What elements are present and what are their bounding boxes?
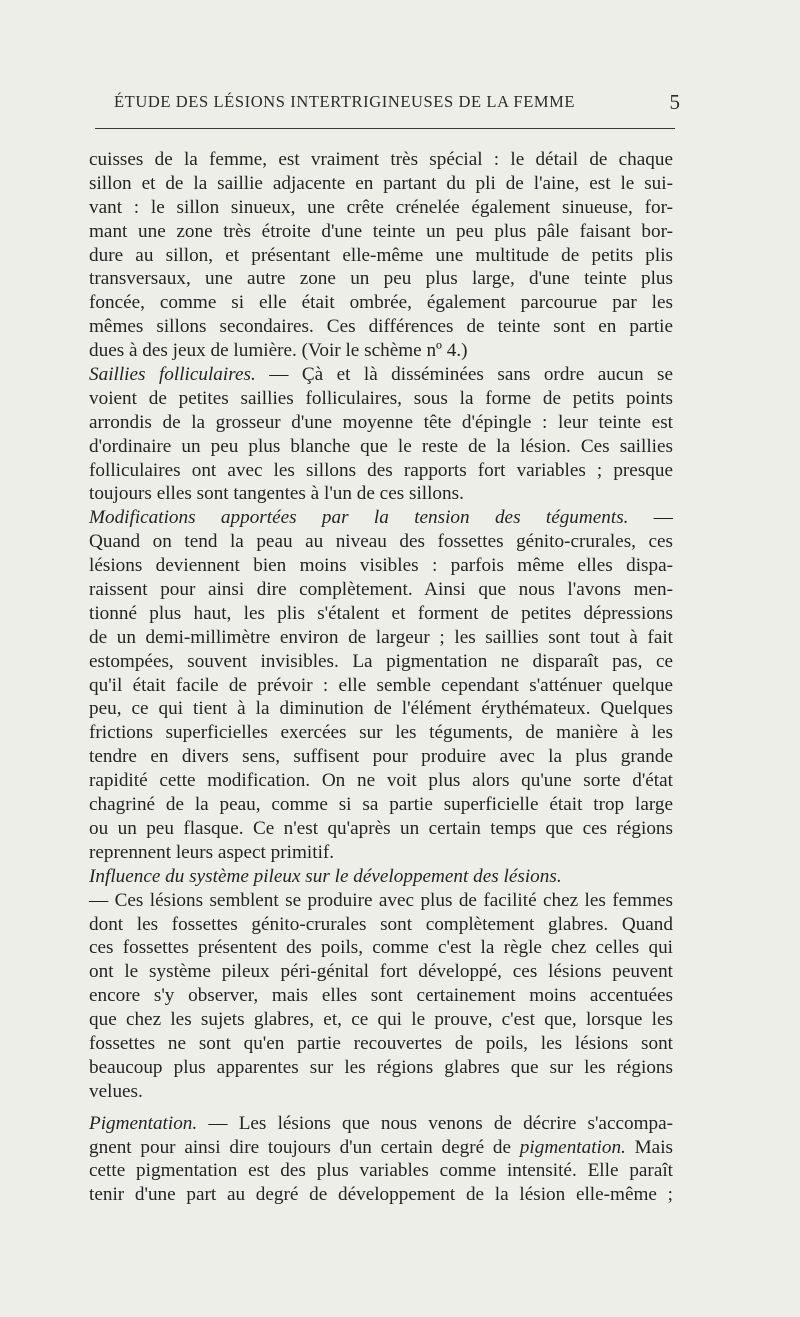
line-text: dues à des jeux de lumière. (Voir le schème nº 4.) [89, 340, 468, 362]
line-text: raissent pour ainsi dire complètement. Ainsi que nous l'avons men- [89, 579, 673, 601]
text-line [89, 148, 673, 172]
running-head [110, 92, 680, 116]
text-line [89, 459, 673, 483]
line-text: toujours elles sont tangentes à l'un de ces sillons. [89, 483, 464, 505]
text-line [89, 745, 673, 769]
line-text: reprennent leurs aspect primitif. [89, 841, 335, 863]
text-line [89, 936, 673, 960]
line-text: rapidité cette modification. On ne voit plus alors qu'une sorte d'état [89, 770, 673, 792]
body-text [89, 148, 673, 1207]
line-text: d'ordinaire un peu plus blanche que le reste de la lésion. Ces saillies [89, 435, 673, 457]
line-text: cette pigmentation est des plus variables comme intensité. Elle paraît [89, 1160, 673, 1182]
line-text: fossettes ne sont qu'en partie recouvertes de poils, les lésions sont [89, 1032, 673, 1054]
line-italic: Modifications apportées par la tension des téguments. [89, 507, 629, 529]
line-text: tenir d'une part au degré de développement de la lésion elle-même ; [89, 1184, 673, 1206]
text-line [89, 913, 673, 937]
line-text: Quand on tend la peau au niveau des fossettes génito-crurales, ces [89, 531, 673, 553]
line-text: foncée, comme si elle était ombrée, également parcourue par les [89, 292, 673, 314]
line-text: folliculaires ont avec les sillons des rapports fort variables ; presque [89, 459, 673, 481]
text-line [89, 960, 673, 984]
line-text: velues. [89, 1080, 143, 1102]
line-text: lésions deviennent bien moins visibles : parfois même elles dispa- [89, 555, 673, 577]
text-line [89, 984, 673, 1008]
text-line [89, 387, 673, 411]
line-text: tendre en divers sens, suffisent pour produire avec la plus grande [89, 746, 673, 768]
page-number: 5 [669, 90, 680, 114]
line-text: encore s'y observer, mais elles sont certainement moins accentuées [89, 985, 673, 1007]
text-line [89, 817, 673, 841]
text-line [89, 865, 673, 889]
line-text: ont le système pileux péri-génital fort développé, ces lésions peuvent [89, 961, 673, 983]
line-text: gnent pour ainsi dire toujours d'un certain degré de [89, 1136, 520, 1158]
text-line [89, 1008, 673, 1032]
text-line [89, 626, 673, 650]
text-line [89, 435, 673, 459]
header-rule [95, 128, 675, 129]
text-line [89, 1032, 673, 1056]
text-line [89, 674, 673, 698]
line-text: dure au sillon, et présentant elle-même une multitude de petits plis [89, 244, 673, 266]
text-line [89, 530, 673, 554]
text-line [89, 602, 673, 626]
text-line [89, 482, 673, 506]
text-line [89, 1080, 673, 1104]
line-text: que chez les sujets glabres, et, ce qui le prouve, c'est que, lorsque les [89, 1009, 673, 1031]
line-text: Mais [625, 1136, 673, 1158]
line-italic: Influence du système pileux sur le développement des lésions. [89, 865, 562, 887]
line-text: estompées, souvent invisibles. La pigmentation ne disparaît pas, ce [89, 650, 673, 672]
text-line [89, 363, 673, 387]
line-italic: pigmentation. [519, 1136, 626, 1158]
text-line [89, 769, 673, 793]
text-line [89, 291, 673, 315]
line-text: peu, ce qui tient à la diminution de l'élément érythémateux. Quelques [89, 698, 673, 720]
line-text: beaucoup plus apparentes sur les régions glabres que sur les régions [89, 1056, 673, 1078]
line-text: — Ces lésions semblent se produire avec plus de facilité chez les femmes [89, 889, 673, 911]
line-text: dont les fossettes génito-crurales sont complètement glabres. Quand [89, 913, 673, 935]
line-text: transversaux, une autre zone un peu plus large, d'une teinte plus [89, 268, 673, 290]
line-text: ou un peu flasque. Ce n'est qu'après un certain temps que ces régions [89, 817, 673, 839]
line-italic: Pigmentation. [89, 1112, 198, 1134]
line-text: vant : le sillon sinueux, une crête crénelée également sinueuse, for- [89, 196, 673, 218]
text-line [89, 1183, 673, 1207]
text-line [89, 244, 673, 268]
text-line [89, 554, 673, 578]
text-line [89, 889, 673, 913]
line-text: de un demi-millimètre environ de largeur ; les saillies sont tout à fait [89, 626, 673, 648]
text-line [89, 506, 673, 530]
text-line [89, 1136, 673, 1160]
line-text: ces fossettes présentent des poils, comme c'est la règle chez celles qui [89, 937, 673, 959]
text-line [89, 721, 673, 745]
text-line [89, 650, 673, 674]
text-line [89, 578, 673, 602]
line-text: sillon et de la saillie adjacente en partant du pli de l'aine, est le sui- [89, 172, 673, 194]
line-text: frictions superficielles exercées sur les téguments, de manière à les [89, 722, 673, 744]
line-italic: Saillies folliculaires. [89, 364, 256, 386]
line-text: mêmes sillons secondaires. Ces différences de teinte sont en partie [89, 316, 673, 338]
line-text: — Çà et là disséminées sans ordre aucun se [255, 364, 674, 386]
text-line [89, 841, 673, 865]
text-line [89, 267, 673, 291]
line-text: voient de petites saillies folliculaires, sous la forme de petits points [89, 387, 673, 409]
text-line [89, 1112, 673, 1136]
text-line [89, 220, 673, 244]
text-line [89, 196, 673, 220]
line-text: mant une zone très étroite d'une teinte un peu plus pâle faisant bor- [89, 220, 673, 242]
running-title: ÉTUDE DES LÉSIONS INTERTRIGINEUSES DE LA FEMME [114, 92, 576, 111]
line-text: tionné plus haut, les plis s'étalent et forment de petites dépressions [89, 602, 673, 624]
line-text: — Les lésions que nous venons de décrire s'accompa- [197, 1112, 673, 1134]
line-text: — [628, 507, 673, 529]
text-line [89, 411, 673, 435]
text-line [89, 172, 673, 196]
text-line [89, 339, 673, 363]
text-line [89, 1056, 673, 1080]
text-line [89, 697, 673, 721]
text-line [89, 315, 673, 339]
line-text: chagriné de la peau, comme si sa partie superficielle était trop large [89, 794, 673, 816]
line-text: arrondis de la grosseur d'une moyenne tête d'épingle : leur teinte est [89, 411, 673, 433]
line-text: cuisses de la femme, est vraiment très spécial : le détail de chaque [89, 149, 673, 170]
text-line [89, 1159, 673, 1183]
line-text: qu'il était facile de prévoir : elle semble cependant s'atténuer quelque [89, 674, 673, 696]
text-line [89, 793, 673, 817]
